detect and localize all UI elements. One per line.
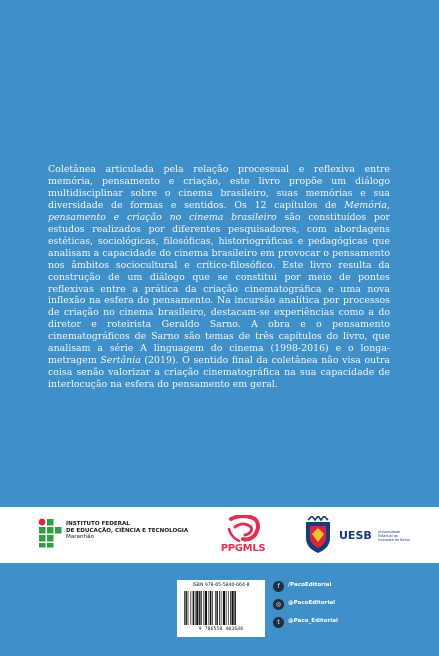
barcode-bar <box>234 591 235 625</box>
ifma-logo <box>38 518 203 550</box>
film-title-italic: Sertânia <box>100 355 141 367</box>
barcode-bar <box>195 591 196 625</box>
twitter-handle: @Paco_Editorial <box>288 618 338 624</box>
social-instagram <box>273 599 393 612</box>
barcode-bar <box>188 591 189 625</box>
barcode-bar <box>184 591 185 625</box>
barcode-bar <box>221 591 222 625</box>
barcode-bar <box>226 591 227 625</box>
back-cover-blurb <box>48 164 390 391</box>
barcode-bar <box>216 591 217 625</box>
facebook-handle: /PacoEditorial <box>288 582 332 588</box>
barcode-bar <box>196 591 198 625</box>
barcode-bar <box>190 591 191 625</box>
barcode-bar <box>212 591 213 625</box>
isbn-number: ISBN 978-65-5840-664-8 <box>192 583 250 588</box>
barcode-bar <box>228 591 229 625</box>
ppgmls-wordmark: PPGMLS <box>220 543 266 554</box>
barcode-bar <box>201 591 202 625</box>
barcode-bar <box>203 591 204 625</box>
twitter-icon: t <box>273 617 284 628</box>
barcode-bar <box>232 591 234 625</box>
book-title-italic: Memória, pensamento e criação no cinema brasileiro <box>48 199 390 223</box>
institution-logo-strip <box>0 507 439 563</box>
barcode-bar <box>219 591 220 625</box>
uesb-wordmark: UESB <box>339 529 372 542</box>
barcode-digits: 9 786558 403648 <box>198 627 244 632</box>
ifma-grid-icon <box>38 518 62 548</box>
instagram-icon: ◎ <box>273 599 284 610</box>
barcode-bar <box>215 591 216 625</box>
barcode-bar <box>205 591 207 625</box>
barcode-bar <box>208 591 209 625</box>
ppgmls-emblem-icon <box>213 515 273 545</box>
barcode-bar <box>193 591 194 625</box>
uesb-crest-icon <box>302 516 334 554</box>
instagram-handle: @PacoEditorial <box>288 600 336 606</box>
blurb-part-2: são constituídos por estudos realizados por diferentes pesquisadores, com abordagens estéticas, sociológicas, filosóficas, historiográficas e pedagógicas que analisam a capacidade do cinema brasileiro em provocar o pensamento nos âmbitos sociocultural e crítico-filosófico. Este livro resulta da construção de um diálogo que se constitui por meio de pontes reflexivas entre a prática da criação cinematográfica e uma nova inflexão na esfera do pensamento. Na incursão analítica por processos de criação no cinema brasileiro, destacam-se experiências como a do diretor e roteirista Geraldo Sarno. A obra e o pensamento cinematográficos de Sarno são temas de três capítulos do livro, que analisam a série A linguagem do cinema (1998-2016) e o longa-metragem <box>48 211 390 367</box>
blurb-part-1: Coletânea articulada pela relação processual e reflexiva entre memória, pensamento e criação, este livro propõe um diálogo multidisciplinar sobre o cinema brasileiro, suas memórias e sua diversidade de formas e sentidos. Os 12 capítulos de <box>48 164 390 211</box>
ifma-line-2: DE EDUCAÇÃO, CIÊNCIA E TECNOLOGIA <box>66 527 189 534</box>
social-facebook <box>273 581 393 594</box>
uesb-logo <box>302 516 412 556</box>
publisher-socials <box>273 581 393 635</box>
isbn-barcode <box>177 580 265 637</box>
barcode-bar <box>210 591 211 625</box>
ppgmls-logo <box>213 515 273 557</box>
barcode-bar <box>185 591 186 625</box>
barcode-bar <box>199 591 200 625</box>
barcode-bar <box>230 591 231 625</box>
social-twitter <box>273 617 393 630</box>
facebook-icon: f <box>273 581 284 592</box>
ifma-name <box>66 521 188 541</box>
ifma-line-1: INSTITUTO FEDERAL <box>66 521 130 527</box>
uesb-full-name: Universidade Estadual do Sudoeste da Bahia <box>378 530 410 542</box>
barcode-bar <box>223 591 225 625</box>
blurb-part-3: (2019). O sentido final da coletânea não visa outra coisa senão valorizar a criação cinematográfica na sua capacidade de interlocução na esfera do pensamento em geral. <box>48 355 390 391</box>
ifma-line-3: Maranhão <box>66 534 94 541</box>
barcode-bars-icon <box>184 591 258 625</box>
